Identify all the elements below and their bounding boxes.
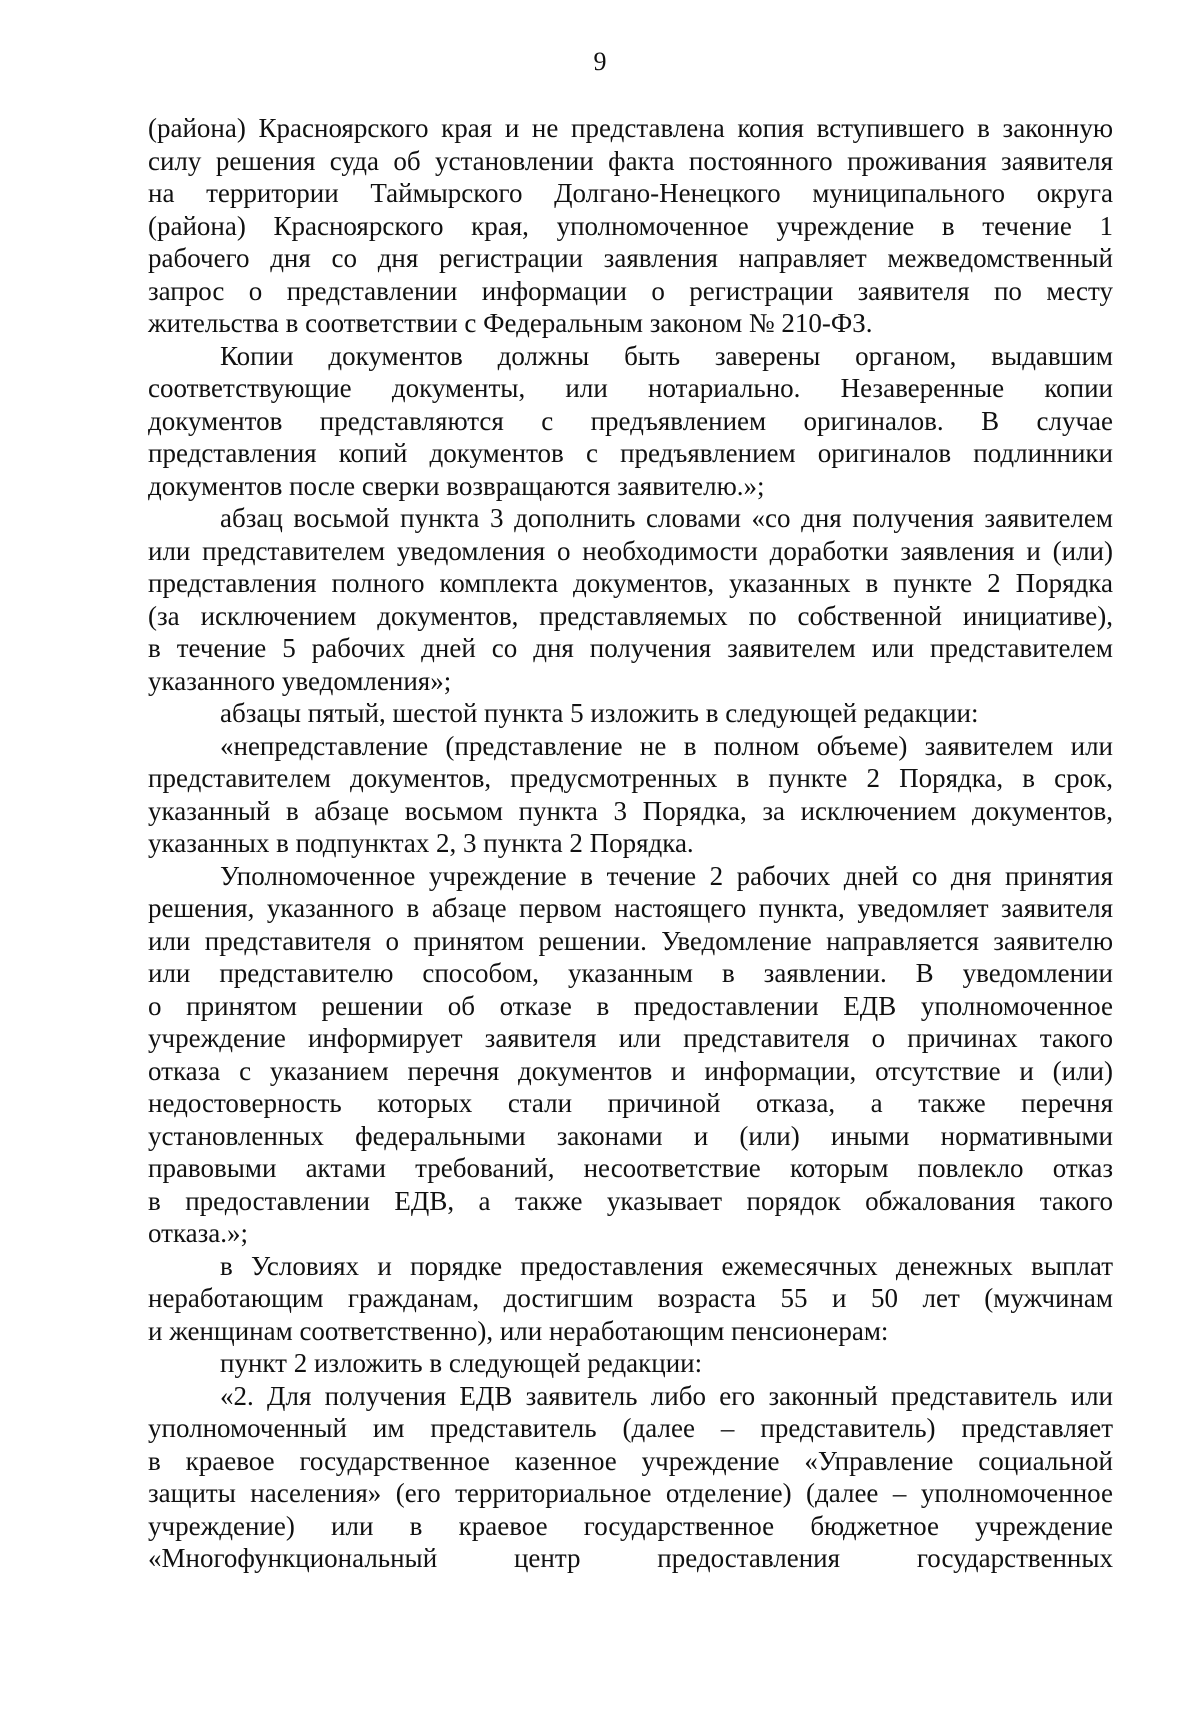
text-line: жительства в соответствии с Федеральным законом № 210-ФЗ. bbox=[148, 308, 873, 338]
text-line: установленных федеральными законами и (или) иными нормативными bbox=[148, 1120, 1113, 1151]
text-line: представления полного комплекта документов, указанных в пункте 2 Порядка bbox=[148, 568, 1113, 598]
text-line: или представителем уведомления о необходимости доработки заявления и (или) bbox=[148, 535, 1113, 566]
text-line: отказа с указанием перечня документов и информации, отсутствие и (или) bbox=[148, 1055, 1113, 1086]
text-line: «Многофункциональный центр предоставления государственных bbox=[148, 1543, 1113, 1573]
text-line: силу решения суда об установлении факта постоянного проживания заявителя bbox=[148, 145, 1113, 176]
text-line: недостоверность которых стали причиной отказа, а также перечня bbox=[148, 1088, 1113, 1118]
text-line: в краевое государственное казенное учреждение «Управление социальной bbox=[148, 1445, 1113, 1476]
text-line: «непредставление (представление не в полном объеме) заявителем или bbox=[220, 730, 1113, 761]
text-line: пункт 2 изложить в следующей редакции: bbox=[220, 1348, 703, 1378]
text-line: рабочего дня со дня регистрации заявления направляет межведомственный bbox=[148, 243, 1113, 273]
text-line: о принятом решении об отказе в предоставлении ЕДВ уполномоченное bbox=[148, 990, 1113, 1021]
text-line: на территории Таймырского Долгано-Ненецкого муниципального округа bbox=[148, 178, 1113, 208]
text-line: Копии документов должны быть заверены органом, выдавшим bbox=[220, 340, 1113, 371]
text-line: защиты населения» (его территориальное отделение) (далее – уполномоченное bbox=[148, 1478, 1113, 1508]
text-line: уполномоченный им представитель (далее – представитель) представляет bbox=[148, 1413, 1113, 1443]
text-line: учреждение информирует заявителя или представителя о причинах такого bbox=[148, 1023, 1113, 1053]
text-line: представителем документов, предусмотренных в пункте 2 Порядка, в срок, bbox=[148, 763, 1113, 793]
text-line: в Условиях и порядке предоставления ежемесячных денежных выплат bbox=[220, 1250, 1113, 1281]
text-line: или представителя о принятом решении. Уведомление направляется заявителю bbox=[148, 925, 1113, 956]
text-line: учреждение) или в краевое государственное бюджетное учреждение bbox=[148, 1510, 1113, 1541]
text-line: (района) Красноярского края и не представлена копия вступившего в законную bbox=[148, 113, 1113, 143]
text-line: отказа.»; bbox=[148, 1218, 249, 1248]
text-line: и женщинам соответственно), или неработающим пенсионерам: bbox=[148, 1315, 889, 1346]
text-line: Уполномоченное учреждение в течение 2 рабочих дней со дня принятия bbox=[220, 860, 1113, 891]
text-line: в предоставлении ЕДВ, а также указывает порядок обжалования такого bbox=[148, 1185, 1113, 1216]
text-line: представления копий документов с предъявлением оригиналов подлинники bbox=[148, 438, 1113, 468]
text-line: абзацы пятый, шестой пункта 5 изложить в следующей редакции: bbox=[220, 698, 979, 728]
text-line: неработающим гражданам, достигшим возраста 55 и 50 лет (мужчинам bbox=[148, 1283, 1113, 1313]
text-line: запрос о представлении информации о регистрации заявителя по месту bbox=[148, 275, 1113, 306]
text-line: «2. Для получения ЕДВ заявитель либо его законный представитель или bbox=[220, 1380, 1113, 1411]
text-line: (района) Красноярского края, уполномоченное учреждение в течение 1 bbox=[148, 210, 1113, 241]
text-line: указанных в подпунктах 2, 3 пункта 2 Порядка. bbox=[148, 828, 694, 858]
text-line: решения, указанного в абзаце первом настоящего пункта, уведомляет заявителя bbox=[148, 893, 1113, 923]
text-line: указанный в абзаце восьмом пункта 3 Порядка, за исключением документов, bbox=[148, 795, 1113, 826]
text-line: указанного уведомления»; bbox=[148, 665, 452, 696]
text-line: документов представляются с предъявлением оригиналов. В случае bbox=[148, 405, 1113, 436]
body-text bbox=[148, 112, 1113, 1575]
text-line: правовыми актами требований, несоответствие которым повлекло отказ bbox=[148, 1153, 1113, 1183]
page-number: 9 bbox=[593, 47, 607, 76]
text-line: абзац восьмой пункта 3 дополнить словами «со дня получения заявителем bbox=[220, 503, 1113, 533]
text-line: в течение 5 рабочих дней со дня получения заявителем или представителем bbox=[148, 633, 1113, 663]
text-line: (за исключением документов, представляемых по собственной инициативе), bbox=[148, 600, 1113, 631]
text-line: документов после сверки возвращаются заявителю.»; bbox=[148, 470, 765, 501]
text-line: или представителю способом, указанным в заявлении. В уведомлении bbox=[148, 958, 1113, 988]
text-line: соответствующие документы, или нотариально. Незаверенные копии bbox=[148, 373, 1113, 403]
